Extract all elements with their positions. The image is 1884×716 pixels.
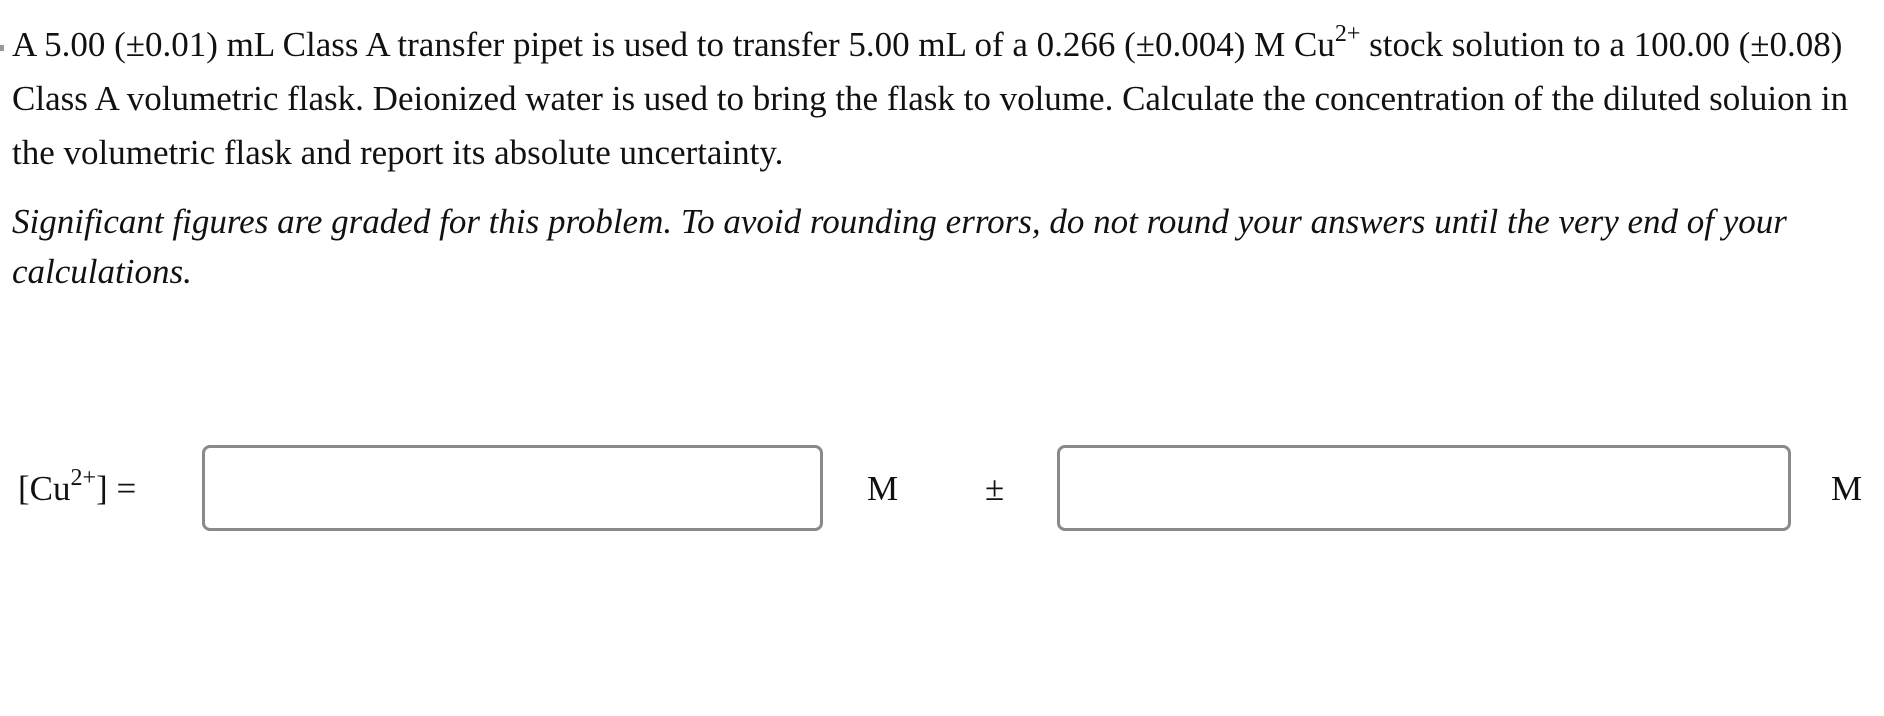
label-superscript: 2+: [70, 465, 97, 491]
answer-row: [0, 445, 1884, 531]
uncertainty-input[interactable]: [1057, 445, 1791, 531]
concentration-input[interactable]: [202, 445, 823, 531]
question-text: [12, 18, 1872, 180]
cu-charge-superscript: 2+: [1334, 21, 1361, 47]
question-paragraph: [12, 18, 1872, 180]
concentration-unit: M: [867, 469, 899, 508]
left-edge-marker: [0, 45, 4, 51]
concentration-label: [18, 465, 137, 509]
sig-fig-note: Significant figures are graded for this problem. To avoid rounding errors, do not round your answers until the very end of your calculations.: [12, 202, 1787, 291]
label-suffix: ] =: [96, 469, 137, 508]
uncertainty-unit: M: [1831, 469, 1863, 508]
question-part2: stock solution to a 100.00 (±0.08) Class A volumetric flask. Deionized water is used to bring the flask to volume. Calculate the concentration of the diluted soluion in the volumetric flask and report its absolute uncertainty.: [12, 25, 1849, 172]
plus-minus-symbol: ±: [985, 469, 1005, 508]
question-part1: A 5.00 (±0.01) mL Class A transfer pipet is used to transfer 5.00 mL of a 0.266 (±0.004) M Cu: [12, 25, 1335, 64]
label-prefix: [Cu: [18, 469, 71, 508]
